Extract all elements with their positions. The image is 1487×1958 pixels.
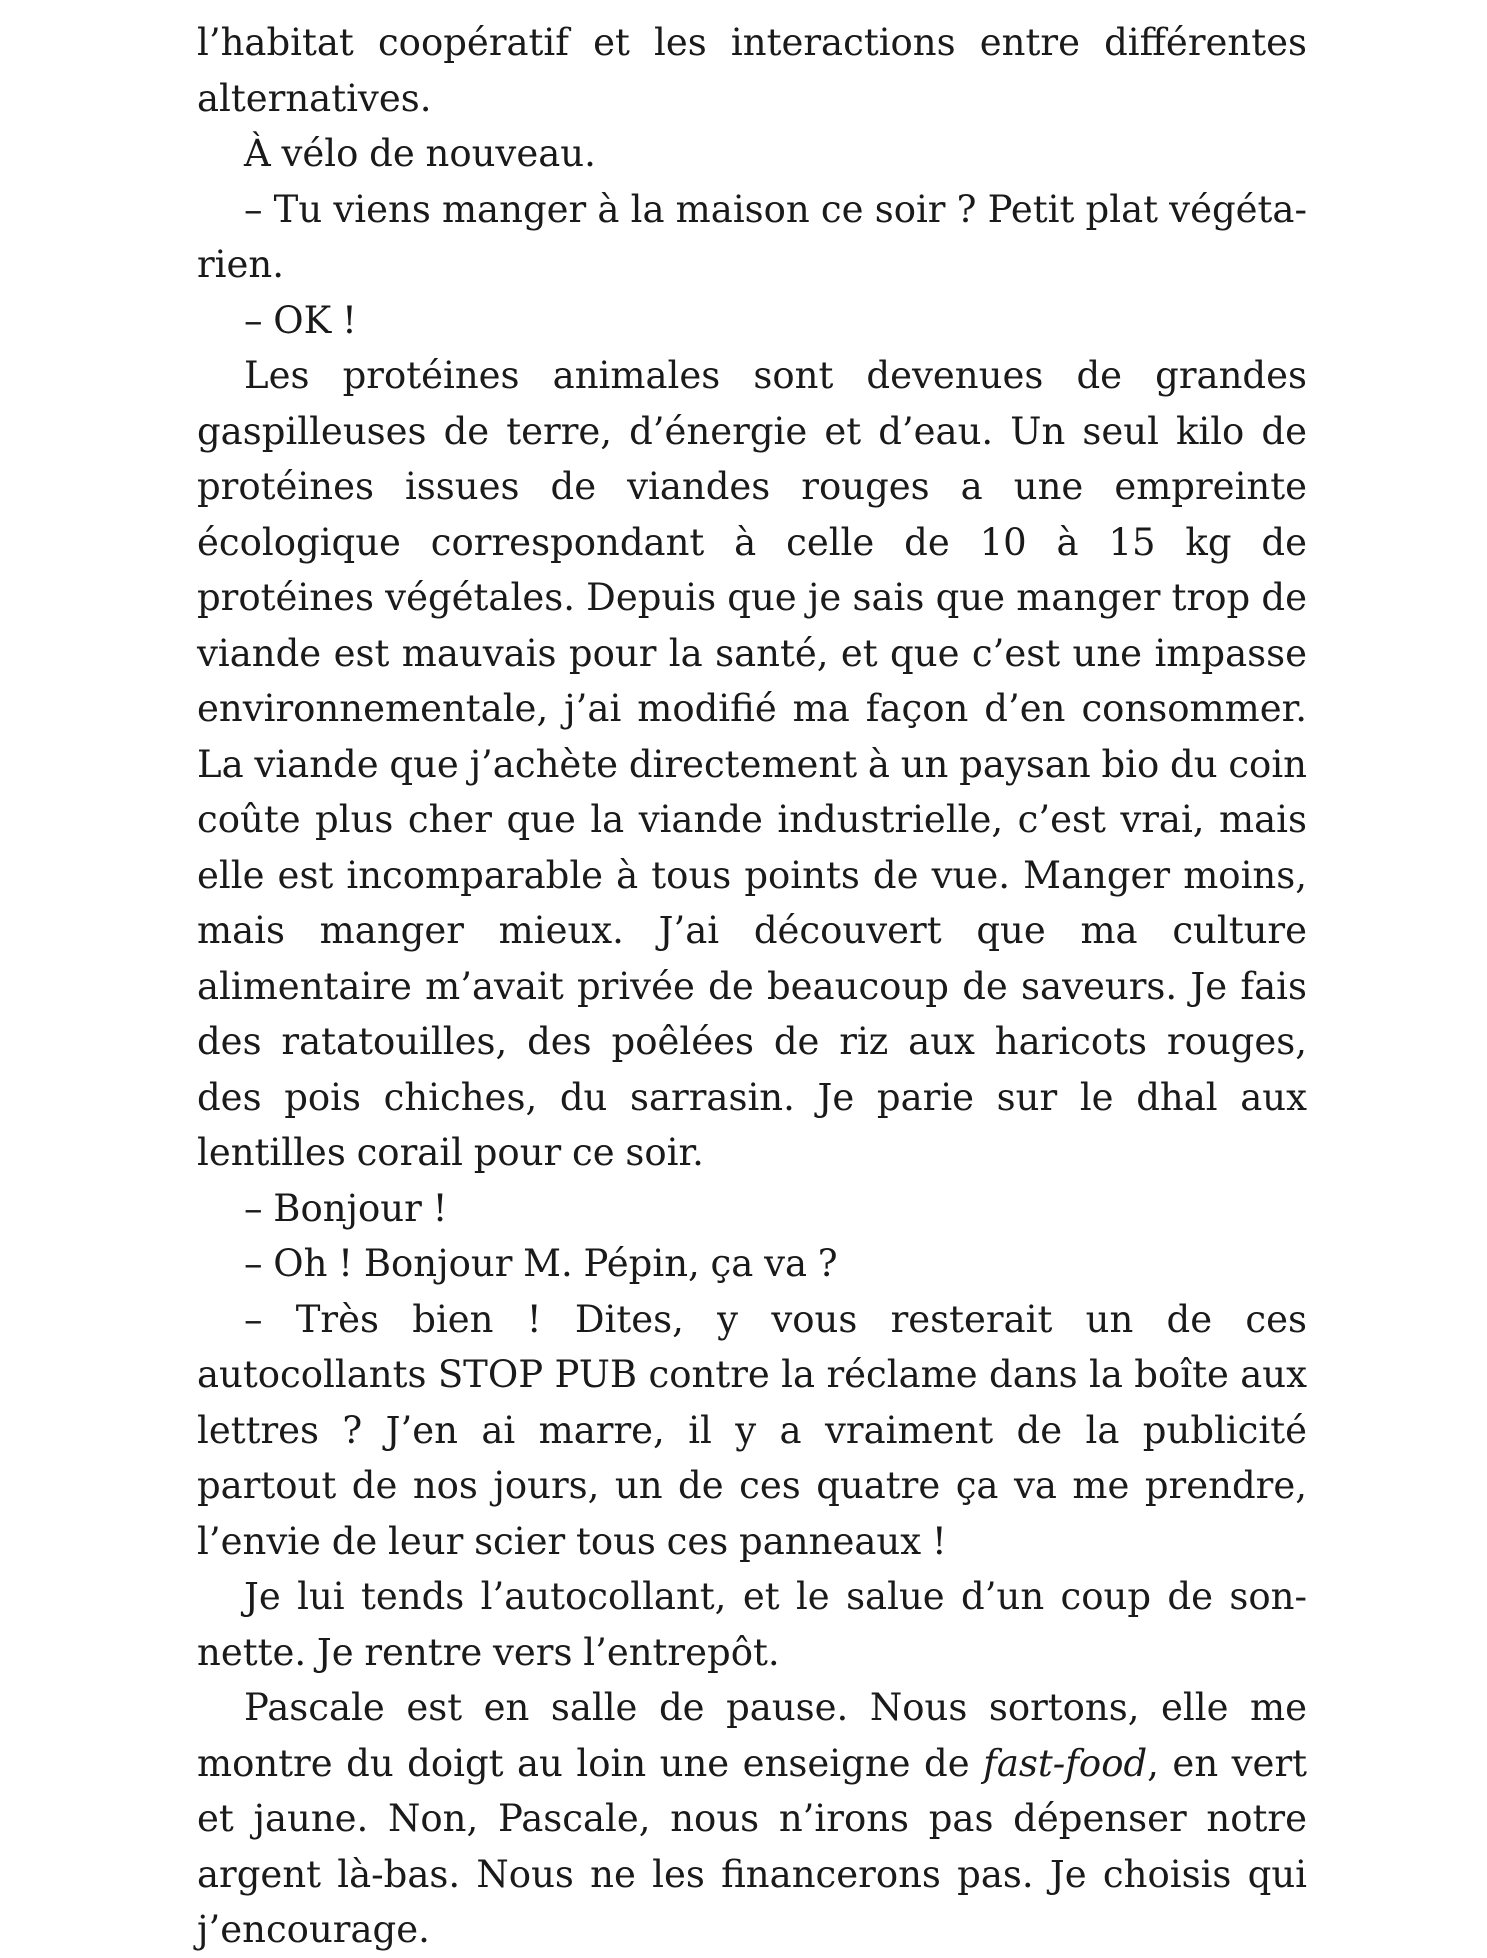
paragraph: Je lui tends l’autocollant, et le salue d’un coup de sonnette. Je rentre vers l’entrepôt.: [197, 1575, 1307, 1674]
italic-term: fast-food: [983, 1741, 1148, 1785]
paragraph: À vélo de nouveau.: [244, 132, 596, 175]
dialogue-line: – Très bien ! Dites, y vous resterait un de ces autocollants STOP PUB contre la réclame dans la boîte aux lettres ? J’en ai marre, il y a vraiment de la publicité partout de nos jours, un de ces quatre ça va me prendre, l’envie de leur scier tous ces panneaux !: [197, 1297, 1307, 1563]
text-run: , en vert et jaune. Non, Pascale, nous n’irons pas dépenser notre argent là-bas. Nous ne les financerons pas. Je choisis qui j’encourage.: [197, 1741, 1308, 1951]
dialogue-line: – Oh ! Bonjour M. Pépin, ça va ?: [244, 1242, 838, 1285]
paragraph: Les protéines animales sont devenues de grandes gaspilleuses de terre, d’énergie et d’eau. Un seul kilo de protéines issues de viandes rouges a une empreinte écologique correspondant à celle de 10 à 15 kg de protéines végétales. Depuis que je sais que manger trop de viande est mauvais pour la santé, et que c’est une impasse environnementale, j’ai modifié ma façon d’en consommer. La viande que j’achète directement à un paysan bio du coin coûte plus cher que la viande industrielle, c’est vrai, mais elle est incomparable à tous points de vue. Manger moins, mais manger mieux. J’ai découvert que ma culture alimentaire m’avait privée de beaucoup de saveurs. Je fais des ratatouilles, des poêlées de riz aux haricots rouges, des pois chiches, du sarrasin. Je parie sur le dhal aux lentilles corail pour ce soir.: [197, 354, 1307, 1174]
dialogue-line: – Bonjour !: [244, 1186, 448, 1230]
paragraph-last: [197, 1680, 1307, 1958]
dialogue-line: – Tu viens manger à la maison ce soir ? Petit plat végétarien.: [197, 187, 1307, 286]
dialogue-line: – OK !: [244, 298, 357, 342]
paragraph: l’habitat coopératif et les interactions entre différentes alternatives.: [197, 21, 1307, 120]
text-run: Pascale est en salle de pause. Nous sortons, elle me montre du doigt au loin une enseigne de: [197, 1686, 1307, 1785]
page-body: [197, 15, 1307, 1958]
